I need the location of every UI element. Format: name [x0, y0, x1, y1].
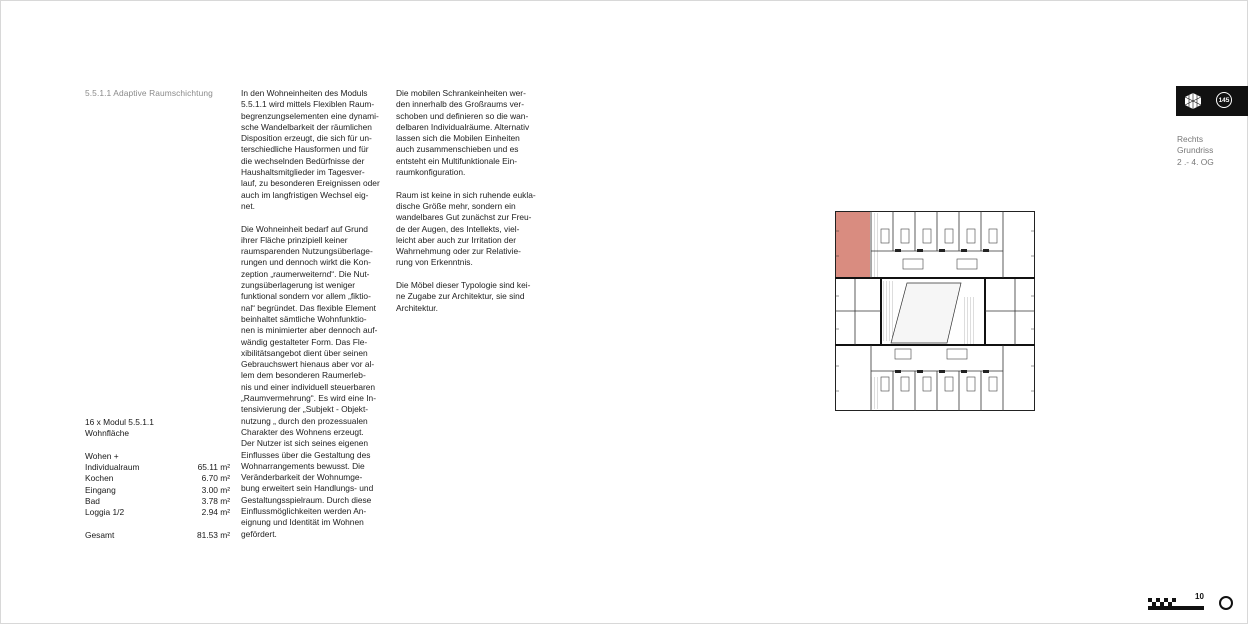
chapter-tab[interactable] — [1176, 86, 1248, 116]
area-value: 3.78 m² — [201, 496, 230, 507]
area-table-title: 16 x Modul 5.5.1.1 — [85, 417, 154, 427]
side-note-line: 2 .- 4. OG — [1177, 156, 1214, 167]
area-label: Kochen — [85, 473, 114, 484]
atrium-void — [891, 283, 961, 343]
area-row — [85, 473, 230, 484]
area-value: 3.00 m² — [201, 484, 230, 495]
ring-icon — [1219, 596, 1233, 610]
body-column-1 — [241, 88, 387, 551]
area-label: Loggia 1/2 — [85, 507, 125, 518]
area-value: 65.11 m² — [197, 462, 230, 473]
area-row — [85, 485, 230, 496]
side-note-line: Grundriss — [1177, 145, 1214, 156]
area-total-row — [85, 530, 230, 541]
section-title: 5.5.1.1 Adaptive Raumschichtung — [85, 88, 213, 98]
area-row — [85, 496, 230, 507]
area-row — [85, 507, 230, 518]
area-total-value: 81.53 m² — [196, 529, 230, 540]
paragraph: Die Möbel dieser Typologie sind kei- ne Zugabe zur Architektur, sie sind Architektur. — [396, 280, 531, 313]
floor-plan-drawing — [835, 211, 1035, 411]
side-note-line: Rechts — [1177, 134, 1204, 144]
highlighted-unit — [836, 212, 870, 278]
area-value: 6.70 m² — [201, 473, 230, 484]
area-value: 2.94 m² — [201, 507, 230, 518]
paragraph: Raum ist keine in sich ruhende eukla- dische Größe mehr, sondern ein wandelbares Gut zunächst zur Freu- de der Augen, des Intellekts, viel- leicht aber auch zur Irritation der Wahrnehmung oder zur Relativie- rung von Erkenntnis. — [396, 189, 536, 268]
area-total-label: Gesamt — [85, 529, 115, 540]
area-table — [85, 417, 230, 541]
body-column-2 — [396, 88, 541, 325]
paragraph: Die mobilen Schrankeinheiten wer- den innerhalb des Großraums ver- schoben und definieren so die wan- delbaren Individualräume. Alternativ lassen sich die Mobilen Einheiten auch zusammenschieben und es entsteht ein Multifunktionale Ein- raumkonfiguration. — [396, 88, 530, 178]
page-number: 10 — [1195, 592, 1204, 601]
area-label: Eingang — [85, 484, 116, 495]
paragraph: Die Wohneinheit bedarf auf Grund ihrer Fläche prinzipiell keiner raumsparenden Nutzungsüberlage- rungen und dennoch wirkt die Kon- zeption „raumerweiternd“. Die Nut- zungsüberlagerung ist weniger funktional sondern vor allem „fiktio- nal“ begründet. Das flexible Element beinhaltet sämtliche Wohnfunktio- nen is minimierter aber dennoch auf- wändig gestalteter Form. Das Fle- xibilitätsangebot dient über seinen Gebrauchswert hienaus aber vor al- lem dem besonderen Raumerleb- nis und einer individuell steuerbaren „Raumvermehrung“. Es wird eine In- tensivierung der „Subjekt - Objekt- nutzung „ durch den prozessualen Charakter des Wohnens erzeugt. Der Nutzer ist sich seines eigenen Einflusses über die Gestaltung des Wohnarrangements bewusst. Die Veränderbarkeit der Wohnumge- bung erweitert sein Handlungs- und Gestaltungsspielraum. Durch diese Einflussmöglichkeiten werden An- eignung und Identität im Wohnen gefördert. — [241, 223, 378, 539]
paragraph: In den Wohneinheiten des Moduls 5.5.1.1 wird mittels Flexiblen Raum- begrenzungselementen eine dynami- sche Wandelbarkeit der räumlichen Disposition erzeugt, die sich für un- terschiedliche Hausformen und für die wechselnden Bedürfnisse der Haushaltsmitglieder im Tagesver- lauf, zu besonderen Ereignissen oder auch im langfristigen Wechsel eig- net. — [241, 88, 380, 211]
cube-icon — [1184, 92, 1202, 110]
area-label: Individualraum — [85, 462, 140, 473]
chapter-number-badge: 145 — [1216, 92, 1232, 108]
side-note — [1177, 134, 1214, 168]
area-group-label: Wohen + — [85, 450, 119, 461]
area-table-subtitle: Wohnfläche — [85, 428, 130, 439]
area-label: Bad — [85, 496, 100, 507]
area-row — [85, 462, 230, 473]
